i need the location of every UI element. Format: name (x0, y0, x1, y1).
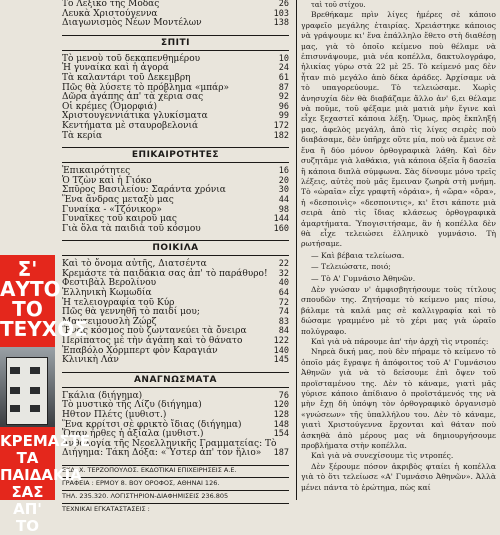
toc-entry-page: 98 (278, 204, 289, 215)
section-heading: ΕΠΙΚΑΙΡΟΤΗΤΕΣ (62, 147, 289, 163)
toc-entry-title: Τὸ μυστικὸ τῆς Λίζυ (διήγημα) (62, 400, 202, 411)
toc-entry[interactable] (62, 225, 289, 235)
toc-top-items (6, 0, 289, 29)
toc-entry-page: 103 (273, 8, 289, 19)
article-paragraph: — Τελειώσατε, ποιό; (311, 262, 391, 272)
article-paragraph: Καὶ γιὰ νὰ πάρουμε ἀπ' τὴν ἀρχὴ τὶς ντροπές: (311, 337, 489, 346)
toc-entry-page: 20 (278, 175, 289, 186)
credits-offices: ΓΡΑΦΕΙΑ : ΕΡΜΟΥ 8. ΒΟΥ ΟΡΟΦΟΣ, ΑΘΗΝΑΙ 126. (62, 477, 289, 488)
toc-entry-title: Ηθτον Πλέτς (μυθιστ.) (62, 410, 167, 420)
article-paragraph: Καὶ γιὰ νὰ συνεχίσουμε τὶς ντροπές. (311, 451, 454, 461)
credits-publisher: ΕΚΔ. Χ. ΤΕΡΖΟΠΟΥΛΟΣ. ΕΚΔΟΤΙΚΑΙ ΕΠΙΧΕΙΡΗΣΕΙΣ Α.Ε. (62, 465, 237, 474)
toc-entry-page: 24 (278, 63, 289, 74)
toc-entry-title: Ὁ Τζὼν καὶ ἡ Γιόκο (62, 175, 152, 186)
toc-entry-title: Δῶρα ἀγάπης ἀπ' τὰ χέρια σας (62, 92, 204, 103)
toc-entry-title: Τὰ καλαντάρι τοῦ Δεκεμβρη (62, 72, 191, 83)
toc-entry-page: 92 (278, 92, 289, 103)
toc-entry-title: Πῶς θὰ γεννηθῆ τὸ παιδί μου; (62, 307, 200, 318)
toc-entry-page: 140 (273, 345, 289, 356)
section-heading: ΣΠΙΤΙ (62, 35, 289, 51)
toc-entry-title: Λευκὰ Χριστούγεννα (62, 8, 158, 19)
toc-entry-title: Τὸ Λεξικὸ τῆς Μόδας (62, 0, 160, 9)
toc-entry-title: Γυναίκα - «Τζόνικορ» (62, 204, 162, 215)
toc-entry-page: 16 (278, 166, 289, 177)
toc-entry-title: Ἕνα ἄνδρας μεταξὺ μας (62, 194, 174, 205)
toc-entry-title: Πῶς θὰ λύσετε τὸ πρόβλημα «μπάρ» (62, 82, 230, 93)
toc-entry-title: Μαντειμουσλὴ Ζώρζ (62, 316, 157, 327)
toc-entry-page: 144 (273, 214, 289, 225)
section-heading: ΑΝΑΓΝΩΣΜΑΤΑ (62, 372, 289, 388)
toc-entry[interactable] (62, 132, 289, 142)
toc-entry-title: Ἡ τελειογραφία τοῦ Κύρ (62, 297, 175, 308)
credits-block (62, 465, 289, 514)
toc-entry-page: 160 (273, 223, 289, 234)
toc-entry-page: 26 (278, 0, 289, 9)
toc-entry-page: 148 (273, 419, 289, 430)
toc-entry-title: Γιὰ ὅλα τὰ παιδιὰ τοῦ κόσμου (62, 223, 201, 234)
toc-entry-title: Κεντήματα μὲ σταυροβελονιά (62, 120, 199, 131)
toc-entry-page: 32 (278, 268, 289, 279)
toc-entry-title: Φεστιβὰλ Βερολίνου (62, 278, 157, 289)
toc-entry-title: Σπῦρος Βασιλείου: Σαράντα χρόνια (62, 185, 226, 196)
toc-entry-title: Γυναῖκες τοῦ καιροῦ μας (62, 214, 177, 225)
toc-entry-title: Χριστουγεννιάτικα γλυκίσματα (62, 111, 208, 122)
toc-entry-page: 154 (273, 429, 289, 440)
toc-entry-page: 10 (278, 53, 289, 64)
toc-entry-title: Περίπατος μὲ τὴν ἀγάπη καὶ τὸ θάνατο (62, 336, 243, 347)
toc-entry-page: 84 (278, 326, 289, 337)
toc-entry[interactable] (62, 19, 289, 29)
toc-entry-page: 64 (278, 288, 289, 299)
toc-entry-title: Τὸ μενοὺ τοῦ δεκαπενθημέρου (62, 53, 201, 64)
article-paragraph: — Καὶ βέβαια τελείωσα. (311, 250, 405, 260)
toc-entry-title: Ἐπαβόλο Χόρμπερτ φὸν Καραγιάν (62, 345, 218, 356)
toc-entry-page: 44 (278, 194, 289, 205)
section-heading: ΠΟΙΚΙΛΑ (62, 240, 289, 256)
article-body (301, 0, 496, 493)
toc-entry-page: 72 (278, 297, 289, 308)
toc-entry-title: Γκάλια (διήγημα) (62, 390, 143, 401)
toc-entry-page: 30 (278, 185, 289, 196)
toc-entry-page: 40 (278, 278, 289, 289)
toc-entry-title: Ἑλληνικὴ Κωμωδία (62, 288, 152, 299)
credits-phones: ΤΗΛ. 235.320. ΛΟΓΙΣΤΗΡΙΟΝ-ΔΙΑΦΗΜΙΣΕΙΣ 236.805 (62, 490, 289, 501)
toc-entry-title: Διαγωνισμὸς Νέων Μοντέλων (62, 18, 202, 29)
toc-entry-page: 138 (273, 18, 289, 29)
toc-entry-title: Ἕνα κορίτσι σὲ φρικτὸ ἴδιας (διήγημα) (62, 419, 242, 430)
article-paragraph: — Τὸ Α' Γυμνάσιο Ἀθηνῶν. (311, 273, 416, 283)
credits-technical: ΤΕΧΝΙΚΑΙ ΕΓΚΑΤΑΣΤΑΣΕΙΣ : (62, 503, 289, 514)
toc-entry-page: 122 (273, 336, 289, 347)
building-photo (0, 347, 55, 427)
toc-entry-title: Τὰ κερία (62, 130, 103, 141)
toc-entry-page: 74 (278, 307, 289, 318)
toc-entry-page: 76 (278, 390, 289, 401)
promo-subline: ΚΡΕΜΑΣΤΕ ΤΑ ΠΑΙΔΑΚΙΑ ΣΑΣ ΑΠ' ΤΟ (0, 432, 91, 535)
toc-entry-title: Ὅταν ἦρθες ἡ ἀξίαλα (μυθιστ.) (62, 429, 204, 440)
toc-entry-page: 87 (278, 82, 289, 93)
toc-entry-page: 83 (278, 316, 289, 327)
toc-entry-title: Ἕνας κόσμος ποὺ ζωντανεύει τὰ ὄνειρα (62, 326, 247, 337)
toc-entry-title: Κρεμάστε τὰ παιδάκια σας ἀπ' τὸ παράθυρο! (62, 268, 268, 279)
toc-entry-title: Διήγημα: Τάκη Δόξα: «Ὕστερ ἀπ' τὸν ἥλιο» (62, 448, 262, 459)
toc-entry-page: 182 (273, 130, 289, 141)
toc-entry-title: Ἡ γυναίκα καὶ ἡ ἀγορά (62, 63, 169, 74)
promo-headline: Σ' ΑΥΤΟ ΤΟ ΤΕΥΧΟΣ (0, 257, 88, 341)
article-paragraph: Νηρεὰ δική μας, ποὺ δὲν πήραμε τὸ κείμενο τὸ ὁποῖο μάς ἔγραψε ἡ ἀπόφοιτος τοῦ Α' Γυμνάσιου Ἀθηνῶν γιὰ νὰ τὸ δείσουμε ἐπὶ ὄψεν τοῦ προϊσταμένου της. Δὲν τὸ κάναμε, γιατὶ μᾶς γύρισε κάποιο ἀπίδιανο ὁ προϊστάμενός της νὰ μὴν ἔχῃ δὴ ὑπόψη τὸν ὀρθογραφικὸ ὀργανισμὸ «γνώσεων» τῆς ὑπαλλήλου του. Δὲν τὸ κάναμε, γιατὶ Χριστούγεννα ἔρχονται καὶ θάταν ποὺ ἀσκηθὰ ἀπὸ μέρους μας νὰ δημιουργήσουμε προβλήματα στὴν κοπέλλα. (301, 347, 496, 451)
toc-entry-page: 96 (278, 101, 289, 112)
toc-entry[interactable] (62, 449, 289, 459)
toc-entry-page: 128 (273, 410, 289, 420)
toc-entry-page: 120 (273, 400, 289, 411)
toc-entry-page: 61 (278, 72, 289, 83)
toc-entry-page: 172 (273, 120, 289, 131)
editorial-column (296, 0, 496, 500)
toc-entry-title: Ἀνθολογία τῆς Νεοελληνικῆς Γραμματείας: Τὸ (62, 438, 277, 449)
article-paragraph: Δὲν γνώσαν ν' ἀμφισβητήσουμε τοὺς τίτλους σπουδῶν της. Ζητήσαμε τὸ κείμενο μας πίσω, βάλαμε τὰ καλά μας σὲ καλλιγραφία καὶ τὸ δώσαμε γραμμένο μὲ τὸ χέρι μας γιὰ ὠραῖο πολύγραφο. (301, 284, 496, 336)
article-paragraph: ταὶ τοῦ στίχου. (311, 1, 366, 9)
toc-entry-page: 99 (278, 111, 289, 122)
toc-entry-title: Ἐπικαιρότητες (62, 166, 131, 177)
article-paragraph: Βρεθήκαμε πρὶν λίγες ἡμέρες σὲ κάποιο γραφεῖο μεγάλης ἑταιρίας. Χρειάστηκε κάποιος νὰ γράψουμε κι' ἕνα ἐπάλληλο ἔθετο στὴ διαθέσῃ μας, γιὰ τὸ ὁποῖο κείμενο ποὺ θέλαμε νὰ ἐπισυνάψουμε, μιὰ νέα κοπέλλα, δακτυλογράφο, ἡλικίας γύρω στὰ 22 μὲ 25. Τὸ κείμενό μας δὲν ἦταν πιὸ μεγάλο ἀπὸ δέκα ἀράδες. Ἀρχίσαμε νὰ τὸ υπαγορεύουμε. Τὸ τελειώσαμε. Χωρὶς ἀνησυχία δὲν θὰ διαβάζαμε ἄλλο ἀν' 6,ει θέλαμε νὰ ποῦμε, τοῦ φέξαμε μιὰ ματιὰ μὴν ἔγινε καὶ εἶχε ξεχαστεῖ κάποια λέξη. Ὅμως, πρὸς ἔκπληξή μας, ἀφελὸς μεγάλη, ἀπὸ τὶς λίγες σειρὲς ποὺ διαβάσαμε, δὲν ὑπῆρχε οὔτε μία, ποὺ νὰ ἔμεινε σὲ ἕνα ἢ δύο μόνον ὀρθογραφικὰ λάθη. Καὶ δὲν συζητᾶμε γιὰ λαθάκια, γιὰ κάποια ὀξεῖα ἢ δασεῖα ἢ κάποια διπλὰ σύμφωνα. Σὰς δίνουμε μόνο τρεῖς λέξεις, αὐτὲς ποὺ μᾶς ἔμειναν ζωηρὰ στὴ μνήμη. Τὸ «ὡραῖα» εἶχε γραφτῆ «ὀράια», ἡ «ὥρα» «ὄρα», ἡ «δεσποινὶς» «δεσποιντις», κι' ἔτσι κάποτε μιὰ σειρὰ ἀπὸ τὶς ἴδιας κλάσεως ὀρθογραφικὰ ἁμαρτήματα. Ὑπογισιτήσαμε, ἂν ἡ κοπέλλα δὲν θὰ εἶχε τελειώσει ἑλληνικὸ γυμνάσιο. Τὴ ρωτήσαμε. (301, 10, 496, 249)
toc-entry-page: 187 (273, 448, 289, 459)
toc-entry-page: 22 (278, 259, 289, 270)
toc-entry-title: Κλινικὴ Λάν (62, 355, 119, 366)
toc-entry-page: 145 (273, 355, 289, 366)
toc-entry-title: Καὶ τὸ ὄνομα αὐτῆς, Διατσέντα (62, 259, 207, 270)
toc-entry[interactable] (62, 356, 289, 366)
toc-entry-title: Οἱ κρέμες (Ὁμορφιά) (62, 101, 157, 112)
article-paragraph: Δὲν ξέρουμε πόσον ἀκριβὸς φταίει ἡ κοπέλλα γιὰ τὸ ὅτι τελείωσε «Α' Γυμνάσιο Ἀθηνῶν». Ἀλλὰ μένει πάντα τὸ ἐρώτημα, πὼς καί (301, 461, 496, 492)
